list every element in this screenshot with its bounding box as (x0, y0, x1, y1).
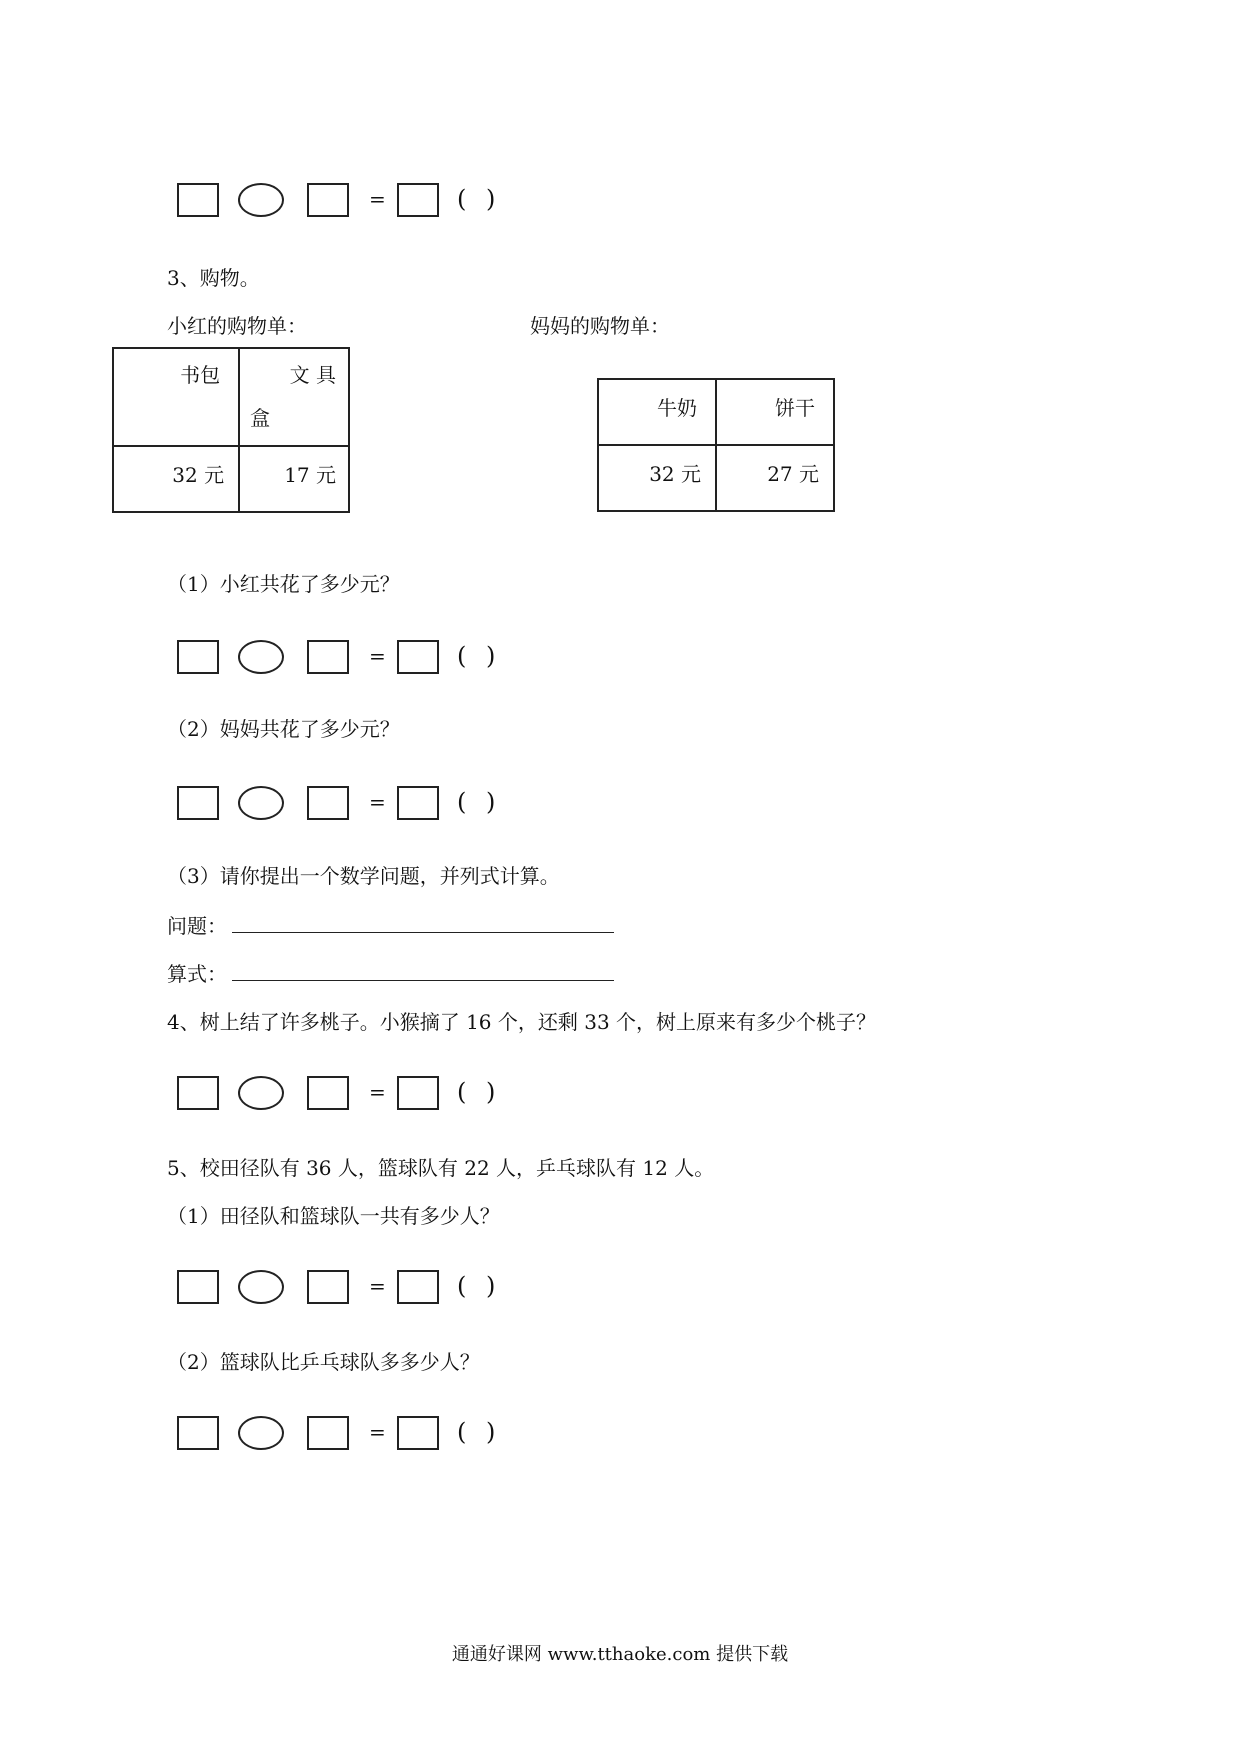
item-pencil-case: 文 具 盒 (239, 348, 349, 446)
price-biscuit: 27 元 (716, 445, 834, 511)
answer-box-2[interactable] (307, 1416, 349, 1450)
answer-box-result[interactable] (397, 786, 439, 820)
answer-box-result[interactable] (397, 1076, 439, 1110)
equals-sign: = (369, 1080, 386, 1104)
unit-parens: ( ) (457, 185, 502, 213)
price-bag: 32 元 (113, 446, 239, 512)
q5-sub1: （1）田径队和篮球队一共有多少人？ (167, 1204, 500, 1228)
answer-box-1[interactable] (177, 786, 219, 820)
answer-box-1[interactable] (177, 183, 219, 217)
item-milk: 牛奶 (598, 379, 716, 445)
mama-list-label: 妈妈的购物单： (530, 314, 670, 338)
equals-sign: = (369, 1420, 386, 1444)
equals-sign: = (369, 644, 386, 668)
equation-row-3 (177, 786, 517, 822)
unit-parens: ( ) (457, 642, 502, 670)
operator-oval[interactable] (238, 1270, 284, 1304)
unit-parens: ( ) (457, 1078, 502, 1106)
equals-sign: = (369, 187, 386, 211)
equation-row-5 (177, 1270, 517, 1306)
question-answer-line[interactable] (232, 932, 614, 933)
question-label: 问题： (167, 914, 227, 938)
answer-box-1[interactable] (177, 1270, 219, 1304)
operator-oval[interactable] (238, 183, 284, 217)
equals-sign: = (369, 1274, 386, 1298)
answer-box-2[interactable] (307, 1076, 349, 1110)
answer-box-1[interactable] (177, 1416, 219, 1450)
operator-oval[interactable] (238, 786, 284, 820)
answer-box-2[interactable] (307, 786, 349, 820)
answer-box-result[interactable] (397, 640, 439, 674)
formula-answer-line[interactable] (232, 980, 614, 981)
xiaohong-list-label: 小红的购物单： (167, 314, 307, 338)
unit-parens: ( ) (457, 1418, 502, 1446)
operator-oval[interactable] (238, 640, 284, 674)
answer-box-2[interactable] (307, 1270, 349, 1304)
answer-box-1[interactable] (177, 640, 219, 674)
xiaohong-shopping-table (112, 347, 350, 513)
operator-oval[interactable] (238, 1416, 284, 1450)
equation-row-2 (177, 640, 517, 676)
equation-row-4 (177, 1076, 517, 1112)
equation-row-6 (177, 1416, 517, 1452)
answer-box-result[interactable] (397, 1270, 439, 1304)
answer-box-result[interactable] (397, 183, 439, 217)
q3-sub3: （3）请你提出一个数学问题，并列式计算。 (167, 864, 560, 888)
unit-parens: ( ) (457, 1272, 502, 1300)
answer-box-1[interactable] (177, 1076, 219, 1110)
answer-box-result[interactable] (397, 1416, 439, 1450)
q5-sub2: （2）篮球队比乒乓球队多多少人？ (167, 1350, 480, 1374)
equation-row-1 (177, 183, 517, 219)
q5-title: 5、校田径队有 36 人，篮球队有 22 人，乒乓球队有 12 人。 (167, 1156, 715, 1180)
mama-shopping-table (597, 378, 835, 512)
q3-title: 3、购物。 (167, 266, 260, 290)
operator-oval[interactable] (238, 1076, 284, 1110)
q3-sub2: （2）妈妈共花了多少元？ (167, 717, 400, 741)
q3-sub1: （1）小红共花了多少元？ (167, 572, 400, 596)
equals-sign: = (369, 790, 386, 814)
unit-parens: ( ) (457, 788, 502, 816)
formula-label: 算式： (167, 962, 227, 986)
footer-text: 通通好课网 www.tthaoke.com 提供下载 (451, 1644, 789, 1665)
price-milk: 32 元 (598, 445, 716, 511)
answer-box-2[interactable] (307, 183, 349, 217)
q4-title: 4、树上结了许多桃子。小猴摘了 16 个，还剩 33 个，树上原来有多少个桃子？ (167, 1010, 877, 1034)
answer-box-2[interactable] (307, 640, 349, 674)
item-bag: 书包 (113, 348, 239, 446)
price-pencil-case: 17 元 (239, 446, 349, 512)
item-biscuit: 饼干 (716, 379, 834, 445)
